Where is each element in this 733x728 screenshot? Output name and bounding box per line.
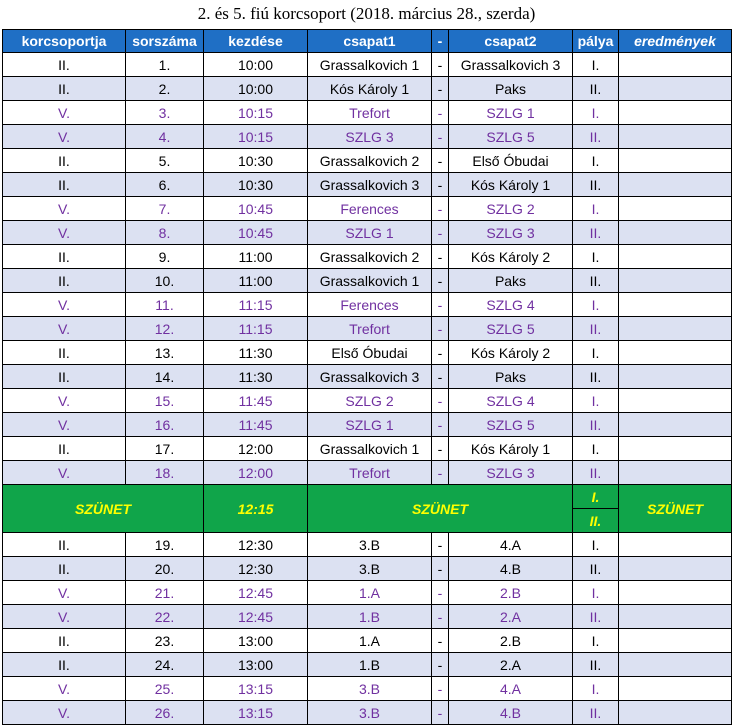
cell-result[interactable] — [619, 533, 732, 557]
cell-court: I. — [573, 293, 619, 317]
cell-team1: Grassalkovich 3 — [308, 173, 432, 197]
cell-number: 19. — [126, 533, 204, 557]
cell-team1: 3.B — [308, 533, 432, 557]
cell-sep: - — [432, 341, 449, 365]
cell-group: II. — [3, 437, 126, 461]
cell-court: II. — [573, 413, 619, 437]
cell-team1: Trefort — [308, 461, 432, 485]
table-row — [3, 197, 732, 221]
cell-number: 17. — [126, 437, 204, 461]
cell-number: 11. — [126, 293, 204, 317]
cell-team2: 4.A — [449, 533, 573, 557]
cell-number: 4. — [126, 125, 204, 149]
break-time: 12:15 — [204, 485, 308, 533]
cell-team2: 2.B — [449, 581, 573, 605]
cell-result[interactable] — [619, 269, 732, 293]
cell-team1: Kós Károly 1 — [308, 77, 432, 101]
cell-sep: - — [432, 53, 449, 77]
cell-start: 11:15 — [204, 317, 308, 341]
cell-start: 12:30 — [204, 533, 308, 557]
cell-number: 16. — [126, 413, 204, 437]
schedule-body — [3, 53, 732, 725]
cell-number: 26. — [126, 701, 204, 725]
cell-court: II. — [573, 461, 619, 485]
cell-number: 9. — [126, 245, 204, 269]
cell-result[interactable] — [619, 389, 732, 413]
cell-court: I. — [573, 341, 619, 365]
cell-court: I. — [573, 197, 619, 221]
cell-court: II. — [573, 653, 619, 677]
cell-sep: - — [432, 533, 449, 557]
cell-number: 12. — [126, 317, 204, 341]
cell-sep: - — [432, 245, 449, 269]
cell-team1: 3.B — [308, 557, 432, 581]
cell-start: 13:15 — [204, 701, 308, 725]
cell-result[interactable] — [619, 437, 732, 461]
cell-number: 14. — [126, 365, 204, 389]
table-row — [3, 629, 732, 653]
cell-team2: 2.B — [449, 629, 573, 653]
cell-team2: SZLG 5 — [449, 125, 573, 149]
cell-result[interactable] — [619, 53, 732, 77]
cell-sep: - — [432, 197, 449, 221]
cell-start: 10:45 — [204, 197, 308, 221]
cell-start: 12:00 — [204, 461, 308, 485]
cell-start: 11:45 — [204, 389, 308, 413]
header-team1: csapat1 — [308, 30, 432, 53]
header-number: sorszáma — [126, 30, 204, 53]
cell-start: 13:00 — [204, 653, 308, 677]
cell-sep: - — [432, 653, 449, 677]
cell-result[interactable] — [619, 245, 732, 269]
cell-team1: Grassalkovich 1 — [308, 269, 432, 293]
cell-team1: 3.B — [308, 677, 432, 701]
cell-group: V. — [3, 701, 126, 725]
cell-court: II. — [573, 365, 619, 389]
cell-group: V. — [3, 605, 126, 629]
cell-court: I. — [573, 437, 619, 461]
cell-group: II. — [3, 557, 126, 581]
cell-result[interactable] — [619, 653, 732, 677]
cell-start: 11:45 — [204, 413, 308, 437]
cell-group: V. — [3, 389, 126, 413]
cell-court: I. — [573, 677, 619, 701]
cell-result[interactable] — [619, 173, 732, 197]
cell-result[interactable] — [619, 341, 732, 365]
cell-start: 10:15 — [204, 125, 308, 149]
table-row — [3, 341, 732, 365]
cell-court: I. — [573, 389, 619, 413]
cell-team2: 2.A — [449, 653, 573, 677]
cell-result[interactable] — [619, 461, 732, 485]
cell-group: II. — [3, 653, 126, 677]
header-sep: - — [432, 30, 449, 53]
cell-team2: SZLG 3 — [449, 461, 573, 485]
cell-team2: Paks — [449, 365, 573, 389]
cell-team1: 1.B — [308, 605, 432, 629]
cell-team1: SZLG 3 — [308, 125, 432, 149]
cell-number: 5. — [126, 149, 204, 173]
cell-group: II. — [3, 173, 126, 197]
cell-team1: 1.B — [308, 653, 432, 677]
cell-team1: 1.A — [308, 629, 432, 653]
cell-team2: 4.B — [449, 701, 573, 725]
cell-result[interactable] — [619, 557, 732, 581]
header-court: pálya — [573, 30, 619, 53]
cell-sep: - — [432, 125, 449, 149]
cell-sep: - — [432, 101, 449, 125]
cell-sep: - — [432, 677, 449, 701]
table-row — [3, 413, 732, 437]
cell-team2: SZLG 2 — [449, 197, 573, 221]
cell-number: 8. — [126, 221, 204, 245]
cell-start: 11:30 — [204, 341, 308, 365]
cell-group: II. — [3, 365, 126, 389]
table-row — [3, 605, 732, 629]
cell-result[interactable] — [619, 125, 732, 149]
cell-sep: - — [432, 173, 449, 197]
cell-team2: SZLG 1 — [449, 101, 573, 125]
cell-court: II. — [573, 269, 619, 293]
cell-team1: Grassalkovich 1 — [308, 437, 432, 461]
cell-group: II. — [3, 245, 126, 269]
table-row — [3, 317, 732, 341]
cell-team1: Grassalkovich 2 — [308, 149, 432, 173]
table-row — [3, 221, 732, 245]
cell-group: V. — [3, 413, 126, 437]
cell-court: I. — [573, 101, 619, 125]
cell-result[interactable] — [619, 629, 732, 653]
cell-number: 1. — [126, 53, 204, 77]
cell-start: 12:45 — [204, 581, 308, 605]
cell-team2: Paks — [449, 269, 573, 293]
break-label-mid: SZÜNET — [308, 485, 573, 533]
cell-court: II. — [573, 317, 619, 341]
cell-sep: - — [432, 365, 449, 389]
table-row — [3, 653, 732, 677]
header-group: korcsoportja — [3, 30, 126, 53]
cell-start: 12:30 — [204, 557, 308, 581]
cell-team1: Ferences — [308, 197, 432, 221]
cell-number: 24. — [126, 653, 204, 677]
cell-result[interactable] — [619, 293, 732, 317]
cell-number: 25. — [126, 677, 204, 701]
cell-result[interactable] — [619, 101, 732, 125]
cell-number: 3. — [126, 101, 204, 125]
break-label-left: SZÜNET — [3, 485, 204, 533]
cell-team2: SZLG 5 — [449, 317, 573, 341]
cell-result[interactable] — [619, 149, 732, 173]
cell-sep: - — [432, 629, 449, 653]
cell-group: V. — [3, 221, 126, 245]
table-row — [3, 173, 732, 197]
break-row — [3, 485, 732, 509]
cell-team2: Kós Károly 2 — [449, 341, 573, 365]
cell-number: 20. — [126, 557, 204, 581]
cell-start: 10:30 — [204, 173, 308, 197]
cell-group: II. — [3, 629, 126, 653]
cell-number: 10. — [126, 269, 204, 293]
cell-start: 11:00 — [204, 269, 308, 293]
cell-team2: SZLG 3 — [449, 221, 573, 245]
cell-number: 13. — [126, 341, 204, 365]
cell-sep: - — [432, 77, 449, 101]
cell-team2: Kós Károly 1 — [449, 437, 573, 461]
cell-group: V. — [3, 581, 126, 605]
cell-start: 11:30 — [204, 365, 308, 389]
cell-team2: Paks — [449, 77, 573, 101]
table-row — [3, 77, 732, 101]
cell-team1: SZLG 2 — [308, 389, 432, 413]
cell-start: 13:15 — [204, 677, 308, 701]
cell-team2: SZLG 4 — [449, 293, 573, 317]
cell-result[interactable] — [619, 77, 732, 101]
cell-court: II. — [573, 221, 619, 245]
cell-team1: Trefort — [308, 101, 432, 125]
cell-court: II. — [573, 605, 619, 629]
cell-sep: - — [432, 581, 449, 605]
cell-group: V. — [3, 101, 126, 125]
cell-team1: Első Óbudai — [308, 341, 432, 365]
cell-start: 12:45 — [204, 605, 308, 629]
cell-sep: - — [432, 701, 449, 725]
table-row — [3, 125, 732, 149]
cell-court: II. — [573, 77, 619, 101]
cell-team1: Ferences — [308, 293, 432, 317]
cell-sep: - — [432, 317, 449, 341]
header-row — [3, 30, 732, 53]
cell-sep: - — [432, 221, 449, 245]
cell-start: 10:45 — [204, 221, 308, 245]
cell-sep: - — [432, 293, 449, 317]
cell-court: I. — [573, 629, 619, 653]
table-row — [3, 461, 732, 485]
cell-result[interactable] — [619, 317, 732, 341]
cell-start: 10:30 — [204, 149, 308, 173]
cell-group: V. — [3, 125, 126, 149]
cell-team2: Első Óbudai — [449, 149, 573, 173]
cell-team1: Grassalkovich 1 — [308, 53, 432, 77]
break-court-2: II. — [573, 509, 619, 533]
cell-sep: - — [432, 413, 449, 437]
break-label-right: SZÜNET — [619, 485, 732, 533]
table-row — [3, 533, 732, 557]
cell-sep: - — [432, 605, 449, 629]
table-row — [3, 269, 732, 293]
cell-court: I. — [573, 245, 619, 269]
header-start: kezdése — [204, 30, 308, 53]
cell-team2: Grassalkovich 3 — [449, 53, 573, 77]
break-court-1: I. — [573, 485, 619, 509]
cell-number: 23. — [126, 629, 204, 653]
cell-start: 10:00 — [204, 77, 308, 101]
cell-court: II. — [573, 701, 619, 725]
cell-group: V. — [3, 197, 126, 221]
cell-result[interactable] — [619, 221, 732, 245]
cell-team1: SZLG 1 — [308, 413, 432, 437]
cell-number: 7. — [126, 197, 204, 221]
cell-group: V. — [3, 677, 126, 701]
cell-team2: SZLG 4 — [449, 389, 573, 413]
table-row — [3, 581, 732, 605]
cell-sep: - — [432, 149, 449, 173]
table-row — [3, 389, 732, 413]
cell-team2: 4.B — [449, 557, 573, 581]
header-team2: csapat2 — [449, 30, 573, 53]
table-row — [3, 701, 732, 725]
cell-result[interactable] — [619, 701, 732, 725]
table-row — [3, 101, 732, 125]
cell-number: 2. — [126, 77, 204, 101]
cell-court: II. — [573, 557, 619, 581]
cell-sep: - — [432, 269, 449, 293]
table-row — [3, 149, 732, 173]
cell-court: I. — [573, 581, 619, 605]
cell-team2: Kós Károly 2 — [449, 245, 573, 269]
cell-court: I. — [573, 533, 619, 557]
table-row — [3, 677, 732, 701]
cell-number: 6. — [126, 173, 204, 197]
cell-start: 12:00 — [204, 437, 308, 461]
cell-start: 10:15 — [204, 101, 308, 125]
table-row — [3, 293, 732, 317]
cell-sep: - — [432, 389, 449, 413]
cell-team1: Trefort — [308, 317, 432, 341]
cell-team1: 1.A — [308, 581, 432, 605]
cell-team2: 4.A — [449, 677, 573, 701]
cell-number: 21. — [126, 581, 204, 605]
cell-number: 15. — [126, 389, 204, 413]
cell-result[interactable] — [619, 197, 732, 221]
cell-result[interactable] — [619, 581, 732, 605]
cell-group: II. — [3, 149, 126, 173]
cell-team1: 3.B — [308, 701, 432, 725]
cell-group: V. — [3, 293, 126, 317]
header-results: eredmények — [619, 30, 732, 53]
cell-team1: Grassalkovich 2 — [308, 245, 432, 269]
cell-start: 10:00 — [204, 53, 308, 77]
cell-result[interactable] — [619, 365, 732, 389]
cell-group: V. — [3, 461, 126, 485]
cell-sep: - — [432, 557, 449, 581]
cell-sep: - — [432, 437, 449, 461]
table-row — [3, 557, 732, 581]
cell-result[interactable] — [619, 605, 732, 629]
cell-team1: SZLG 1 — [308, 221, 432, 245]
cell-start: 11:00 — [204, 245, 308, 269]
table-row — [3, 245, 732, 269]
cell-start: 11:15 — [204, 293, 308, 317]
cell-team2: Kós Károly 1 — [449, 173, 573, 197]
cell-court: I. — [573, 149, 619, 173]
page-title: 2. és 5. fiú korcsoport (2018. március 28., szerda) — [197, 4, 536, 23]
cell-team2: SZLG 5 — [449, 413, 573, 437]
cell-group: II. — [3, 77, 126, 101]
cell-result[interactable] — [619, 413, 732, 437]
cell-group: II. — [3, 341, 126, 365]
cell-start: 13:00 — [204, 629, 308, 653]
cell-sep: - — [432, 461, 449, 485]
cell-team1: Grassalkovich 3 — [308, 365, 432, 389]
cell-group: II. — [3, 53, 126, 77]
cell-team2: 2.A — [449, 605, 573, 629]
cell-group: II. — [3, 533, 126, 557]
cell-result[interactable] — [619, 677, 732, 701]
cell-court: II. — [573, 173, 619, 197]
table-row — [3, 365, 732, 389]
schedule-table — [2, 29, 732, 725]
cell-number: 18. — [126, 461, 204, 485]
table-row — [3, 53, 732, 77]
cell-court: II. — [573, 125, 619, 149]
cell-group: II. — [3, 269, 126, 293]
table-row — [3, 437, 732, 461]
cell-group: V. — [3, 317, 126, 341]
cell-number: 22. — [126, 605, 204, 629]
cell-court: I. — [573, 53, 619, 77]
